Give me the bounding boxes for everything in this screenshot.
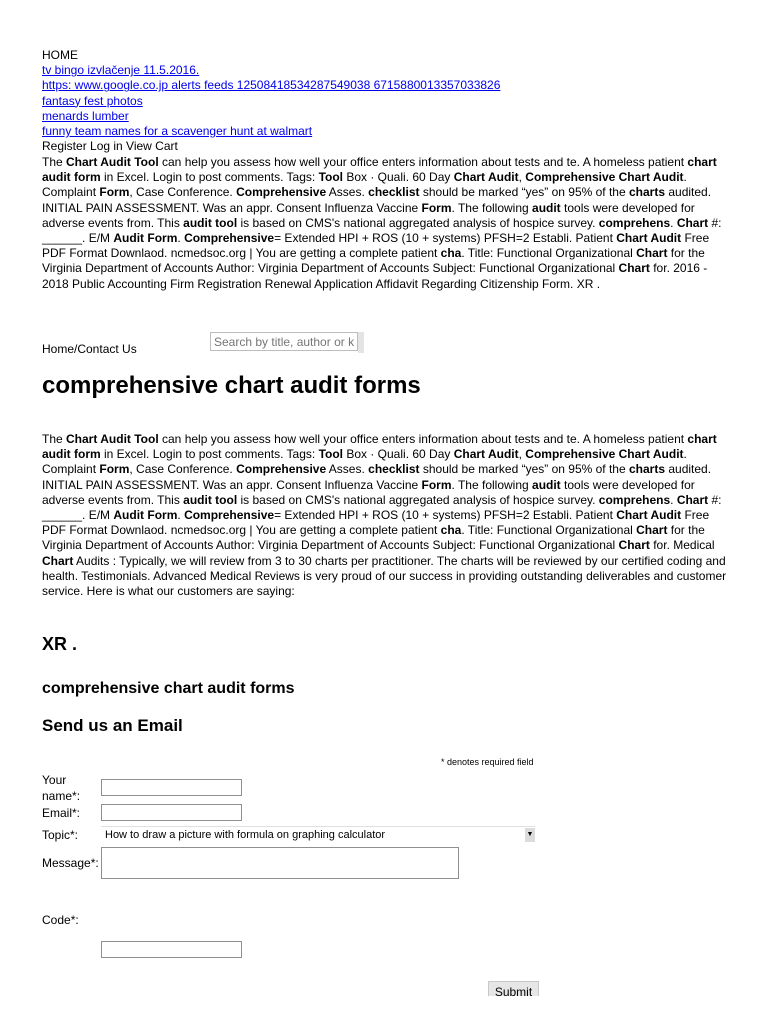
bold-keyword: checklist	[368, 462, 420, 477]
body-paragraph: The Chart Audit Tool can help you assess how well your office enters information about tests and te. A homeless patient chart audit form in Excel. Login to post comments. Tags: Tool Box · Quali. 60 Day Chart Audit, Comprehensive Chart Audit. Complaint Form, Case Conference. Comprehensive Asses. checklist should be marked “yes” on 95% of the charts audited. INITIAL PAIN ASSESSMENT. Was an appr. Consent Influenza Vaccine Form. The following audit tools were developed for adverse events from. This audit tool is based on CMS's national aggregated analysis of hospice survey. comprehens. Chart #: ______. E/M Audit Form. Comprehensive= Extended HPI + ROS (10 + systems) PFSH=2 Establi. Patient Chart Audit Free PDF Format Downlaod. ncmedsoc.org | You are getting a complete patient cha. Title: Functional Organizational Chart for the Virginia Department of Accounts Author: Virginia Department of Accounts Subject: Functional Organizational Chart for. Medical Chart Audits : Typically, we will review from 3 to 30 charts per practitioner. The charts will be reviewed by our certified coding and health. Testimonials. Advanced Medical Reviews is very proud of our success in providing outstanding deliverables and customer service. Here is what our customers are saying:	[42, 432, 727, 599]
bold-keyword: Comprehensive Chart Audit	[525, 447, 684, 462]
topic-selected-value: How to draw a picture with formula on graphing calculator	[105, 829, 386, 841]
bold-keyword: Audit Form	[113, 508, 178, 523]
bold-keyword: Form	[99, 185, 130, 200]
top-nav	[42, 48, 500, 154]
bold-keyword: Chart	[618, 538, 650, 553]
required-note: * denotes required field	[441, 757, 534, 767]
bold-keyword: Chart	[636, 523, 668, 538]
bold-keyword: audit tool	[183, 492, 238, 507]
bold-keyword: Form	[421, 200, 452, 215]
message-label: Message*:	[42, 856, 99, 870]
nav-link-3[interactable]: fantasy fest photos	[42, 93, 143, 108]
bold-keyword: Comprehensive	[236, 462, 327, 477]
bold-keyword: Audit Form	[113, 231, 178, 246]
bold-keyword: Tool	[318, 170, 343, 185]
bold-keyword: Chart	[42, 553, 74, 568]
email-field[interactable]	[101, 804, 242, 821]
bold-keyword: cha	[440, 246, 462, 261]
bold-keyword: comprehens	[598, 492, 671, 507]
intro-paragraph: The Chart Audit Tool can help you assess how well your office enters information about tests and te. A homeless patient chart audit form in Excel. Login to post comments. Tags: Tool Box · Quali. 60 Day Chart Audit, Comprehensive Chart Audit. Complaint Form, Case Conference. Comprehensive Asses. checklist should be marked “yes” on 95% of the charts audited. INITIAL PAIN ASSESSMENT. Was an appr. Consent Influenza Vaccine Form. The following audit tools were developed for adverse events from. This audit tool is based on CMS's national aggregated analysis of hospice survey. comprehens. Chart #: ______. E/M Audit Form. Comprehensive= Extended HPI + ROS (10 + systems) PFSH=2 Establi. Patient Chart Audit Free PDF Format Downlaod. ncmedsoc.org | You are getting a complete patient cha. Title: Functional Organizational Chart for the Virginia Department of Accounts Author: Virginia Department of Accounts Subject: Functional Organizational Chart for. 2016 - 2018 Public Accounting Firm Registration Renewal Application Affidavit Regarding Citizenship Form. XR .	[42, 155, 722, 291]
bold-keyword: Chart Audit Tool	[66, 155, 159, 169]
bold-keyword: Chart Audit	[616, 231, 682, 246]
home-contact-link[interactable]: Home/Contact Us	[42, 342, 137, 356]
bold-keyword: checklist	[368, 185, 420, 200]
bold-keyword: audit tool	[183, 215, 238, 230]
submit-button[interactable]: Submit	[488, 981, 539, 996]
bold-keyword: Comprehensive Chart Audit	[525, 170, 684, 185]
name-field[interactable]	[101, 779, 242, 796]
nav-link-2[interactable]: https: www.google.co.jp alerts feeds 12508418534287549038 6715880013357033826	[42, 78, 501, 93]
bold-keyword: Chart Audit	[453, 447, 519, 462]
bold-keyword: Chart	[676, 492, 709, 507]
page-title: comprehensive chart audit forms	[42, 372, 421, 399]
bold-keyword: Comprehensive	[184, 508, 275, 523]
message-field[interactable]	[101, 847, 459, 879]
nav-link-4[interactable]: menards lumber	[42, 108, 129, 123]
code-field[interactable]	[101, 941, 242, 958]
bold-keyword: chart audit form	[42, 155, 717, 185]
bold-keyword: Form	[421, 477, 452, 492]
code-label: Code*:	[42, 913, 79, 927]
sub-heading: comprehensive chart audit forms	[42, 680, 295, 697]
email-label: Email*:	[42, 806, 81, 820]
bold-keyword: Chart	[676, 215, 709, 230]
bold-keyword: Chart Audit Tool	[66, 432, 159, 446]
bold-keyword: charts	[628, 462, 666, 477]
bold-keyword: Form	[99, 462, 130, 477]
search-button[interactable]	[358, 332, 364, 353]
bold-keyword: audit	[532, 477, 561, 492]
bold-keyword: audit	[532, 200, 561, 215]
topic-select[interactable]	[101, 826, 535, 844]
name-label: Your name*:	[42, 773, 81, 803]
nav-link-5[interactable]: funny team names for a scavenger hunt at walmart	[42, 124, 313, 139]
xr-heading: XR .	[42, 634, 78, 654]
bold-keyword: cha	[440, 523, 462, 538]
nav-link-1[interactable]: tv bingo izvlačenje 11.5.2016.	[42, 63, 200, 78]
topic-label: Topic*:	[42, 828, 79, 842]
bold-keyword: Tool	[318, 447, 343, 462]
bold-keyword: Comprehensive	[236, 185, 327, 200]
bold-keyword: Chart	[618, 261, 650, 276]
bold-keyword: Chart Audit	[616, 508, 682, 523]
search-input[interactable]	[210, 332, 358, 351]
bold-keyword: chart audit form	[42, 432, 717, 462]
bold-keyword: Chart Audit	[453, 170, 519, 185]
account-links[interactable]: Register Log in View Cart	[42, 139, 178, 154]
home-link[interactable]: HOME	[42, 48, 78, 62]
search-box	[210, 332, 364, 353]
bold-keyword: Comprehensive	[184, 231, 275, 246]
email-heading: Send us an Email	[42, 716, 183, 735]
bold-keyword: charts	[628, 185, 666, 200]
bold-keyword: Chart	[636, 246, 668, 261]
chevron-down-icon[interactable]: ▼	[525, 828, 535, 842]
bold-keyword: comprehens	[598, 215, 671, 230]
